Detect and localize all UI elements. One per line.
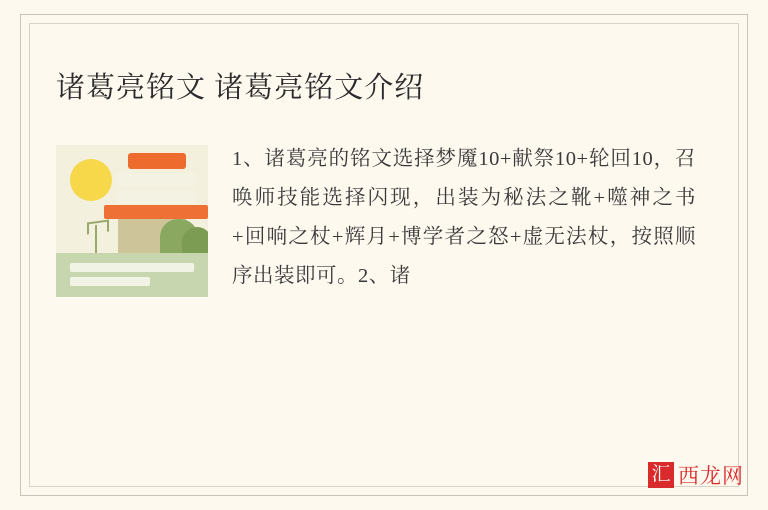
sun-icon <box>70 159 112 201</box>
watermark <box>648 460 744 490</box>
article-thumbnail <box>56 145 208 297</box>
thumbnail-light-bar-2 <box>116 191 196 203</box>
page-title: 诸葛亮铭文 诸葛亮铭文介绍 <box>56 72 425 104</box>
roof-shape <box>104 205 208 219</box>
thumbnail-ground-line-2 <box>70 277 150 286</box>
watermark-logo: 汇 <box>648 462 674 488</box>
bush-icon-2 <box>182 227 208 255</box>
article-content <box>56 140 696 420</box>
watermark-text: 西龙网 <box>678 464 744 488</box>
article-body: 1、诸葛亮的铭文选择梦魇10+献祭10+轮回10，召唤师技能选择闪现，出装为秘法之靴+噬神之书+回响之杖+辉月+博学者之怒+虚无法杖，按照顺序出装即可。2、诸 <box>232 148 696 287</box>
ground-shape <box>56 253 208 297</box>
thumbnail-ground-line-1 <box>70 263 194 272</box>
thumbnail-light-bar-1 <box>116 173 196 187</box>
plant-icon <box>86 219 106 253</box>
thumbnail-orange-bar <box>128 153 186 169</box>
